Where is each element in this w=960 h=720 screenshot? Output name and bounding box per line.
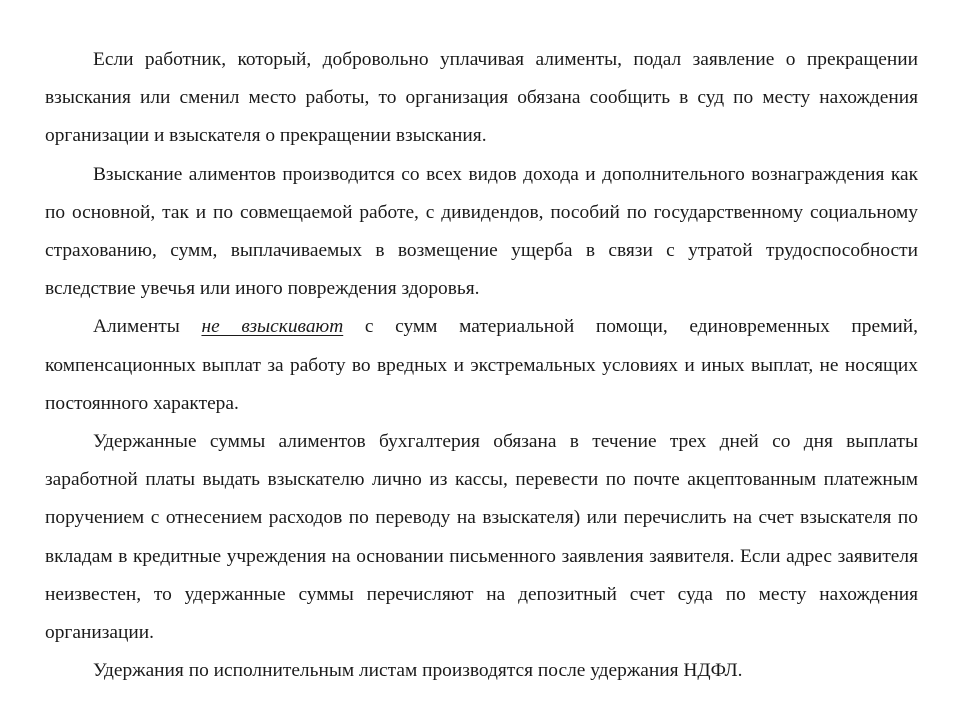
paragraph-income-sources: Взыскание алиментов производится со всех видов дохода и дополнительного вознаграждения как по основной, так и по совмещаемой работе, с дивидендов, пособий по государственному социальному страхованию, сумм, выплачиваемых в возмещение ущерба в связи с утратой трудоспособности вследствие увечья или иного повреждения здоровья.: [45, 163, 918, 300]
not-collected-emphasis: не взыскивают: [201, 316, 344, 338]
paragraph-ndfl-order: Удержания по исполнительным листам производятся после удержания НДФЛ.: [93, 660, 743, 682]
paragraph-exempt-payments: [45, 308, 918, 423]
exempt-intro-text: Алименты: [93, 316, 202, 338]
exempt-list-text: с сумм материальной помощи, единовременных премий, компенсационных выплат за работу во вредных и экстремальных условиях и иных выплат, не носящих постоянного характера.: [45, 316, 918, 414]
document-page: [45, 41, 918, 690]
paragraph-alimony-termination-notice: Если работник, который, добровольно уплачивая алименты, подал заявление о прекращении взыскания или сменил место работы, то организация обязана сообщить в суд по месту нахождения организации и взыскателя о прекращении взыскания.: [45, 49, 918, 147]
paragraph-payment-transfer: Удержанные суммы алиментов бухгалтерия обязана в течение трех дней со дня выплаты заработной платы выдать взыскателю лично из кассы, перевести по почте акцептованным платежным поручением с отнесением расходов по переводу на взыскателя) или перечислить на счет взыскателя по вкладам в кредитные учреждения на основании письменного заявления заявителя. Если адрес заявителя неизвестен, то удержанные суммы перечисляют на депозитный счет суда по месту нахождения организации.: [45, 431, 918, 644]
